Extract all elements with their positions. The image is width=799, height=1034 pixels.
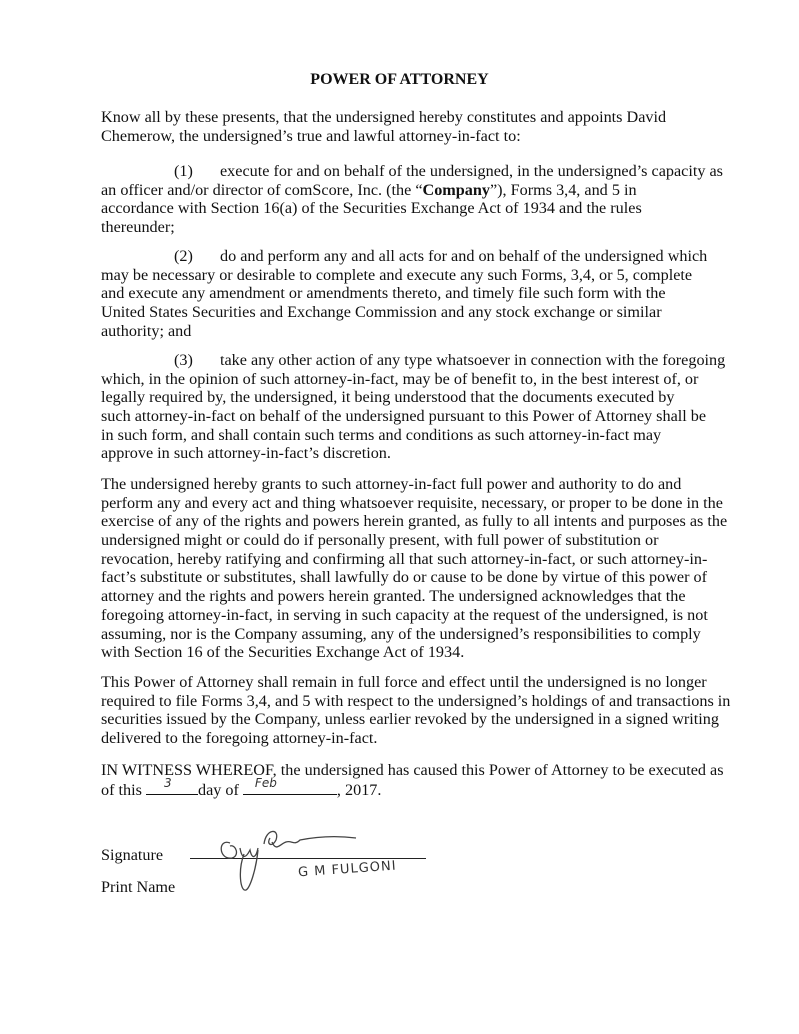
item-1 — [101, 162, 721, 237]
text-line: legally required by, the undersigned, it being understood that the documents executed by — [101, 388, 675, 407]
text-line: fact’s substitute or substitutes, shall lawfully do or cause to be done by virtue of this power of — [101, 568, 708, 587]
text-line: approve in such attorney-in-fact’s discretion. — [101, 444, 391, 463]
text-line: , 2017. — [336, 780, 382, 799]
intro-paragraph — [101, 108, 721, 145]
text-line: which, in the opinion of such attorney-in-fact, may be of benefit to, in the best interest of, or — [101, 369, 699, 388]
text-line: thereunder; — [101, 218, 175, 237]
text-line: revocation, hereby ratifying and confirming all that such attorney-in-fact, or such attorney-in- — [101, 549, 708, 568]
text-line: securities issued by the Company, unless earlier revoked by the undersigned in a signed writing — [101, 710, 719, 729]
text-line: delivered to the foregoing attorney-in-fact. — [101, 729, 378, 748]
text-line: take any other action of any type whatsoever in connection with the foregoing — [220, 351, 726, 369]
item-number: (2) — [174, 247, 193, 265]
text-line: authority; and — [101, 321, 192, 340]
printed-name: G M FULGONI — [297, 858, 398, 881]
company-term: Company — [422, 180, 490, 199]
handwritten-month: Feb — [254, 775, 277, 790]
text-line: execute for and on behalf of the undersigned, in the undersigned’s capacity as — [220, 162, 723, 180]
text-line: United States Securities and Exchange Commission and any stock exchange or similar — [101, 303, 662, 322]
text-line: do and perform any and all acts for and on behalf of the undersigned which — [220, 247, 708, 265]
item-3 — [101, 351, 726, 463]
text-line: exercise of any of the rights and powers herein granted, as fully to all intents and purposes as the — [101, 512, 728, 531]
text-line: IN WITNESS WHEREOF, the undersigned has caused this Power of Attorney to be executed as — [101, 761, 724, 779]
text-line: in such form, and shall contain such terms and conditions as such attorney-in-fact may — [101, 425, 662, 444]
text-line: with Section 16 of the Securities Exchange Act of 1934. — [101, 643, 465, 662]
document-title: POWER OF ATTORNEY — [310, 71, 489, 88]
grant-paragraph — [101, 475, 728, 662]
text-line: required to file Forms 3,4, and 5 with respect to the undersigned’s holdings of and transactions in — [101, 691, 731, 710]
text-line: ”), Forms 3,4, and 5 in — [489, 180, 637, 199]
handwritten-day: 3 — [163, 775, 172, 790]
text-line: may be necessary or desirable to complete and execute any such Forms, 3,4, or 5, complete — [101, 265, 693, 284]
item-number: (1) — [174, 162, 193, 180]
text-line: foregoing attorney-in-fact, in serving in such capacity at the request of the undersigned, is not — [101, 605, 708, 624]
text-line: and execute any amendment or amendments thereto, and timely file such form with the — [101, 284, 666, 303]
text-line: of this — [101, 780, 142, 799]
print-name-label: Print Name — [101, 878, 176, 896]
month-field — [243, 775, 337, 795]
item-number: (3) — [174, 351, 193, 369]
text-line: This Power of Attorney shall remain in full force and effect until the undersigned is no longer — [101, 673, 707, 691]
text-line: Know all by these presents, that the undersigned hereby constitutes and appoints David — [101, 108, 667, 126]
text-line: day of — [197, 780, 239, 799]
handwritten-signature — [210, 808, 370, 898]
text-line: undersigned might or could do if personally present, with full power of substitution or — [101, 531, 659, 550]
text-line: attorney and the rights and powers herein granted. The undersigned acknowledges that the — [101, 587, 686, 606]
item-2 — [101, 247, 721, 340]
text-line: perform any and every act and thing whatsoever requisite, necessary, or proper to be done in the — [101, 493, 723, 512]
text-line: The undersigned hereby grants to such attorney-in-fact full power and authority to do and — [101, 475, 682, 493]
day-field — [146, 775, 198, 795]
text-line: an officer and/or director of comScore, Inc. (the “ — [101, 180, 423, 199]
signature-label: Signature — [101, 846, 164, 864]
text-line: accordance with Section 16(a) of the Securities Exchange Act of 1934 and the rules — [101, 199, 642, 218]
text-line: assuming, nor is the Company assuming, any of the undersigned’s responsibilities to comply — [101, 624, 701, 643]
text-line: Chemerow, the undersigned’s true and lawful attorney-in-fact to: — [101, 126, 521, 145]
term-paragraph — [101, 673, 731, 748]
text-line: such attorney-in-fact on behalf of the undersigned pursuant to this Power of Attorney shall be — [101, 407, 707, 426]
witness-paragraph — [101, 761, 724, 799]
